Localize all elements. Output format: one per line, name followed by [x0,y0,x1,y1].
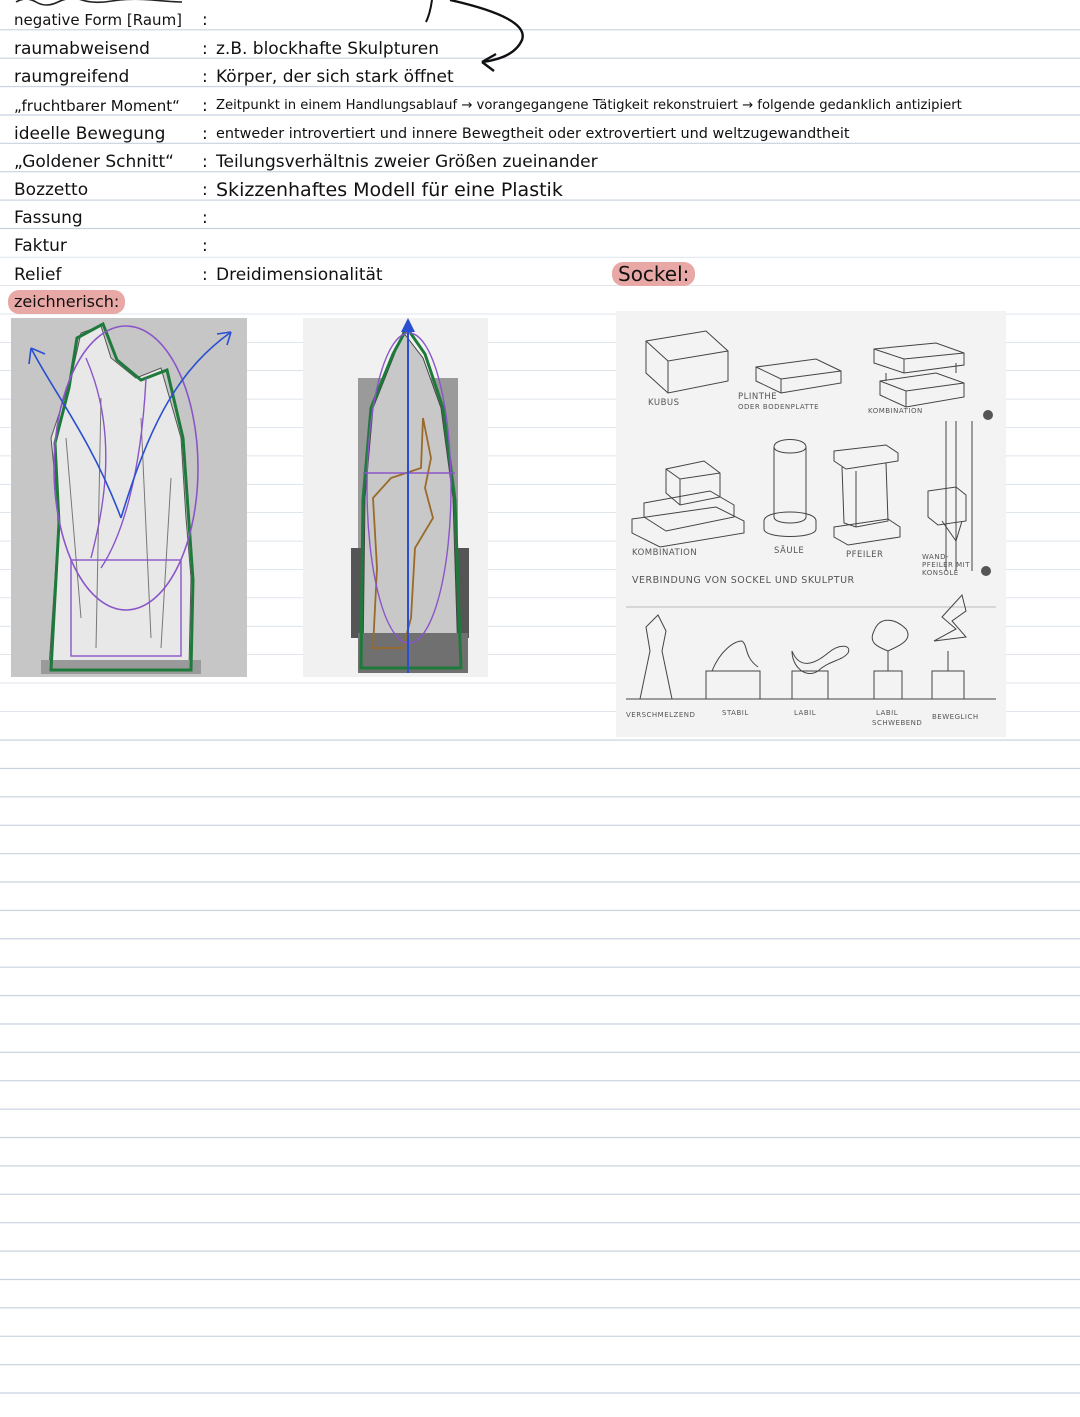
colon: : [202,236,208,256]
label-stabil: STABIL [722,709,749,717]
term-definition: entweder introvertiert und innere Bewegtheit oder extrovertiert und weltzugewandtheit [216,126,850,142]
madonna-statue-icon [11,318,247,677]
term-row [0,232,1080,260]
label-konsole: KONSOLE [922,569,959,577]
term-label: raumgreifend [14,67,130,87]
label-beweglich: BEWEGLICH [932,713,979,721]
term-label: Fassung [14,208,83,228]
term-label: ideelle Bewegung [14,124,166,144]
madonna-photo [11,318,247,677]
colon: : [202,124,208,144]
curved-arrow-icon [420,0,540,80]
label-verschmelzend: VERSCHMELZEND [626,711,696,719]
term-row [0,204,1080,232]
enthroned-statue-icon [303,318,488,677]
term-row [0,261,1080,289]
label-schwebend: SCHWEBEND [872,719,923,727]
section-title: VERBINDUNG VON SOCKEL UND SKULPTUR [632,575,855,586]
label-kombination-top: KOMBINATION [868,407,923,415]
colon: : [202,10,208,30]
colon: : [202,152,208,172]
term-row [0,63,1080,91]
term-label: Faktur [14,236,67,256]
heading-base: Sockel: [612,262,695,286]
heading-drawn: zeichnerisch: [8,290,125,314]
label-labil: LABIL [794,709,817,717]
term-definition: Teilungsverhältnis zweier Größen zueinander [216,152,598,172]
label-pfeiler: PFEILER [846,550,884,560]
term-row [0,92,1080,120]
label-pfeiler-mit: PFEILER MIT [922,561,971,569]
term-label: Relief [14,265,62,285]
label-wand: WAND- [922,553,949,561]
term-definition: Körper, der sich stark öffnet [216,67,454,87]
term-row [0,176,1080,204]
term-label: raumabweisend [14,39,150,59]
term-label: negative Form [Raum] [14,11,183,29]
term-label: „Goldener Schnitt“ [14,152,174,172]
colon: : [202,39,208,59]
term-definition: z.B. blockhafte Skulpturen [216,39,440,59]
colon: : [202,208,208,228]
label-kubus: KUBUS [648,398,680,408]
label-plinthe: PLINTHE [738,392,778,402]
term-definition: Skizzenhaftes Modell für eine Plastik [216,179,563,201]
colon: : [202,67,208,87]
term-definition: Dreidimensionalität [216,265,383,285]
label-saeule: SÄULE [774,546,805,556]
term-row [0,6,1080,34]
label-bodenplatte: ODER BODENPLATTE [738,403,820,411]
sockel-types-diagram [616,311,1006,737]
term-label: Bozzetto [14,180,89,200]
colon: : [202,180,208,200]
term-row [0,120,1080,148]
label-kombination: KOMBINATION [632,548,698,558]
label-labil-2: LABIL [876,709,899,717]
colon: : [202,96,208,116]
term-row [0,148,1080,176]
term-row [0,35,1080,63]
term-label: „fruchtbarer Moment“ [14,97,180,115]
sockel-figure [616,311,1006,737]
term-definition: Zeitpunkt in einem Handlungsablauf → vorangegangene Tätigkeit rekonstruiert → folgende gedanklich antizipiert [216,98,962,113]
colon: : [202,265,208,285]
enthroned-statue-photo [303,318,488,677]
